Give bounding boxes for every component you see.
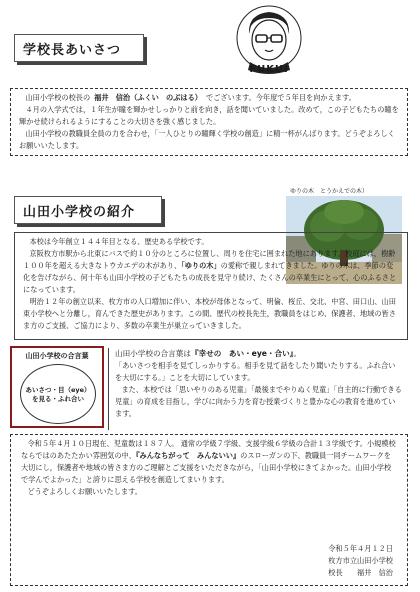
- intro-tree-name: 「ゆりの木」: [181, 261, 221, 270]
- greeting-line1-pre: 山田小学校の校長の: [25, 93, 91, 102]
- greeting-box: [10, 88, 408, 156]
- principal-illustration: [232, 4, 306, 80]
- motto-badge-line2: を見る・ふれ合い: [32, 395, 84, 403]
- intro-p2-a: 京阪枚方市駅から北東にバスで約１０分のところに位置し、周りを住宅に囲まれた地にあります。校庭には，樹齢１００年を超える大きなトウカエデの木があり、: [23, 249, 396, 270]
- principal-name: 福井 信治（ふくい のぶはる）: [94, 93, 202, 102]
- motto-headline-post: 。: [293, 349, 302, 358]
- intro-p3: 明治１２年の創立以来、枚方市の人口増加に伴い、本校が母体となって、明倫、桜丘、交北、中宮、田口山、山田東小学校へと分離し，育んできた歴史があります。この間、歴代の校長先生，教職員をはじめ、保護者、地域の皆さま方のご支援、ご協力により、多数の卒業生が巣立っていきました。: [23, 297, 396, 330]
- logo-text: FUKUI: [249, 64, 289, 75]
- motto-p1: 「あいさつを相手を見てしっかりする。相手を見て話をしたり聞いたりする。ふれ合いを大切にする。」ことを大切にしています。: [115, 361, 396, 382]
- closing-p1: [21, 438, 397, 486]
- motto-badge: [20, 364, 96, 424]
- closing-school: 枚方市立山田小学校: [328, 556, 393, 565]
- closing-signature: 校長 福井 信治: [328, 568, 393, 577]
- motto-p2: また、本校では「思いやりのある児童」「最後までやりぬく児童」「自主的に行動できる児童」の育成を目指し，学びに向かう力を育む授業づくりと豊かな心の教育を進めています。: [115, 385, 402, 418]
- greeting-line1: [19, 92, 399, 104]
- intro-heading: [14, 196, 162, 224]
- motto-headline-quote: 『幸せの あい・eye・合い』: [190, 349, 294, 358]
- closing-date: 令和５年４月１２日: [328, 544, 393, 553]
- signature-block: [328, 543, 393, 579]
- page-title: [14, 34, 144, 62]
- greeting-line1-post: でございます。今年度で５年目を向かえます。: [206, 93, 356, 102]
- closing-slogan: 『みんなちがって みんないい』: [135, 451, 241, 460]
- intro-top-column: [23, 236, 285, 248]
- intro-box: [14, 232, 408, 340]
- motto-text: [108, 348, 408, 430]
- closing-p2: どうぞよろしくお願いいたします。: [27, 487, 142, 496]
- closing-p1-a: 令和５年４月１０日現在、児童数は１８７人。 通常の学級７学級、支援学級６学級の合計１３学級です。小規模校ならではのあたたかい雰囲気の中、: [21, 439, 396, 460]
- photo-caption: ゆりの木 とうかえでの木）: [290, 188, 369, 195]
- closing-p1-b: のスローガンの下、教職員一同チームワークを大切にし，保護者や地域の皆さま方のご理解とご支援をいただきながら，「山田小学校にきてよかった。山田小学校で学んでよかった」と誇りに思える学校を創造してまいります。: [21, 451, 392, 484]
- greeting-p2: ４月の入学式では，１年生が瞳を輝かせしっかりと前を向き，話を聞いていました。改めて，この子どもたちの瞳を輝かせ続けられるようにすることの大切さを強く感じました。: [19, 105, 399, 126]
- motto-badge-line1: あいさつ・目（eye）: [25, 386, 91, 394]
- intro-p2: [23, 248, 399, 296]
- page-title-text: 学校長あいさつ: [23, 42, 122, 58]
- motto-headline-pre: 山田小学校の合言葉は: [115, 349, 191, 358]
- closing-box: [10, 434, 408, 586]
- intro-p1: 本校は今年創立１４４年目となる、歴史ある学校です。: [29, 237, 209, 246]
- intro-p2-b: の愛称で親しまれてきました。ゆりの木は、季節の変化を告げながら、何十年も山田小学校の子どもたちの成長を見守り続け、たくさんの卒業生にとって、心のふるさとになっています。: [23, 261, 397, 294]
- intro-heading-text: 山田小学校の紹介: [23, 204, 136, 220]
- motto-title: 山田小学校の合言葉: [25, 352, 89, 360]
- greeting-p3: 山田小学校の教職員全員の力を合わせ，「一人ひとりの瞳輝く学校の創造」に精一杯がんばります。どうぞよろしくお願いいたします。: [19, 129, 395, 150]
- motto-panel: [10, 346, 104, 428]
- motto-headline: [115, 348, 402, 360]
